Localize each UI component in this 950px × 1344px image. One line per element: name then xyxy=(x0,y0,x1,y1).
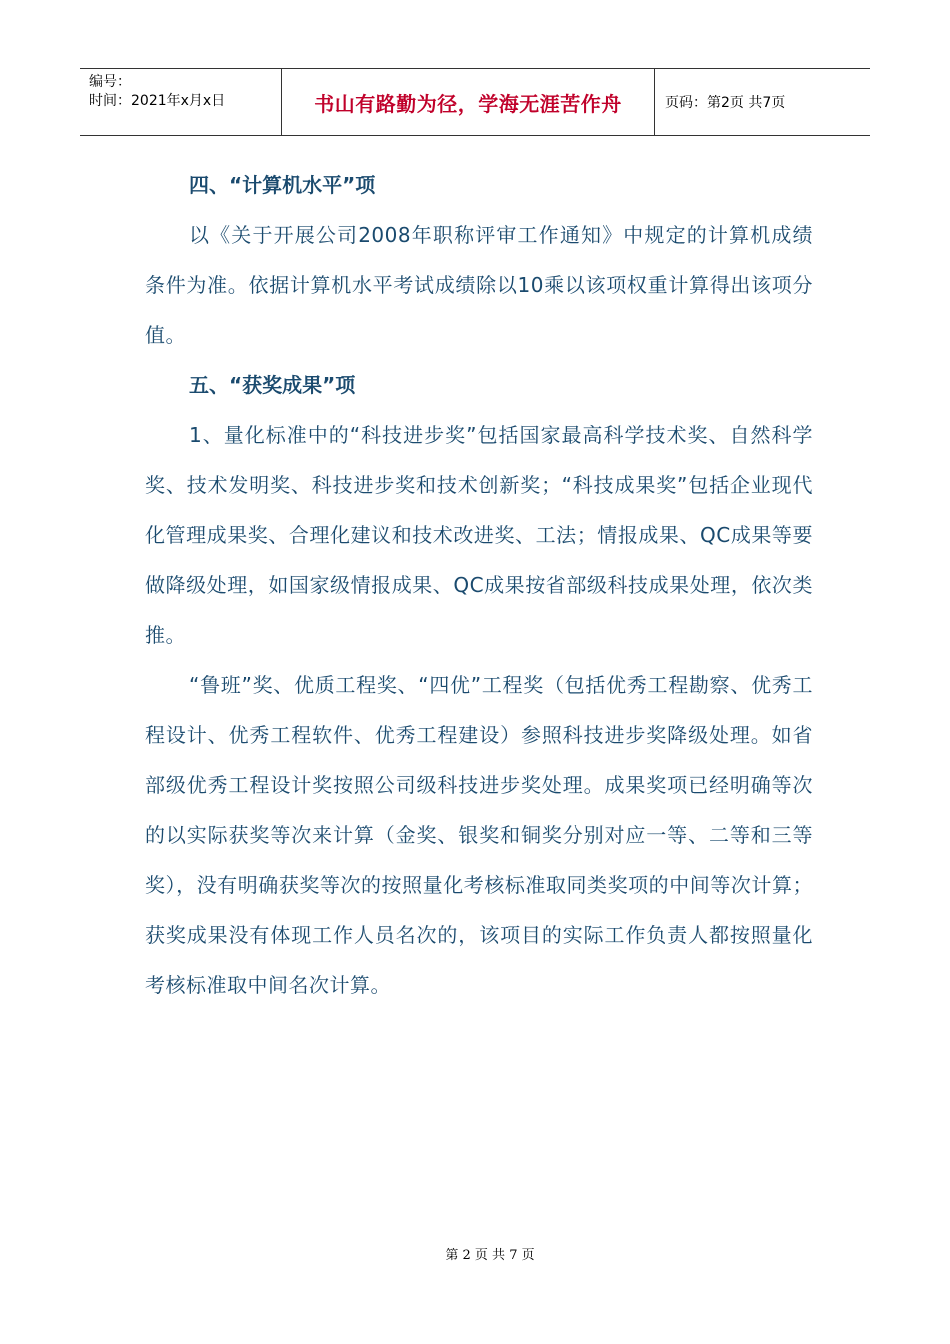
section-paragraph: 1、量化标准中的“科技进步奖”包括国家最高科学技术奖、自然科学奖、技术发明奖、科技进步奖和技术创新奖；“科技成果奖”包括企业现代化管理成果奖、合理化建议和技术改进奖、工法；情报成果、QC成果等要做降级处理，如国家级情报成果、QC成果按省部级科技成果处理，依次类推。 xyxy=(145,423,813,647)
section-paragraph: “鲁班”奖、优质工程奖、“四优”工程奖（包括优秀工程勘察、优秀工程设计、优秀工程软件、优秀工程建设）参照科技进步奖降级处理。如省部级优秀工程设计奖按照公司级科技进步奖处理。成果奖项已经明确等次的以实际获奖等次来计算（金奖、银奖和铜奖分别对应一等、二等和三等奖），没有明确获奖等次的按照量化考核标准取同类奖项的中间等次计算；获奖成果没有体现工作人员名次的，该项目的实际工作负责人都按照量化考核标准取中间名次计算。 xyxy=(145,673,813,997)
section-paragraph: 以《关于开展公司2008年职称评审工作通知》中规定的计算机成绩条件为准。依据计算机水平考试成绩除以10乘以该项权重计算得出该项分值。 xyxy=(145,223,813,347)
document-number-label: 编号： xyxy=(89,74,131,90)
header-motto: 书山有路勤为径，学海无涯苦作舟 xyxy=(282,69,655,135)
document-body xyxy=(145,160,813,1010)
header-meta xyxy=(80,69,282,135)
document-header xyxy=(80,68,870,136)
page-footer: 第 2 页 共 7 页 xyxy=(445,1248,535,1263)
header-page-indicator: 页码：第2页 共7页 xyxy=(665,95,786,111)
document-date: 时间：2021年x月x日 xyxy=(89,93,226,109)
section-heading-computer-level: 四、“计算机水平”项 xyxy=(189,173,376,197)
section-heading-awards: 五、“获奖成果”项 xyxy=(189,373,356,397)
